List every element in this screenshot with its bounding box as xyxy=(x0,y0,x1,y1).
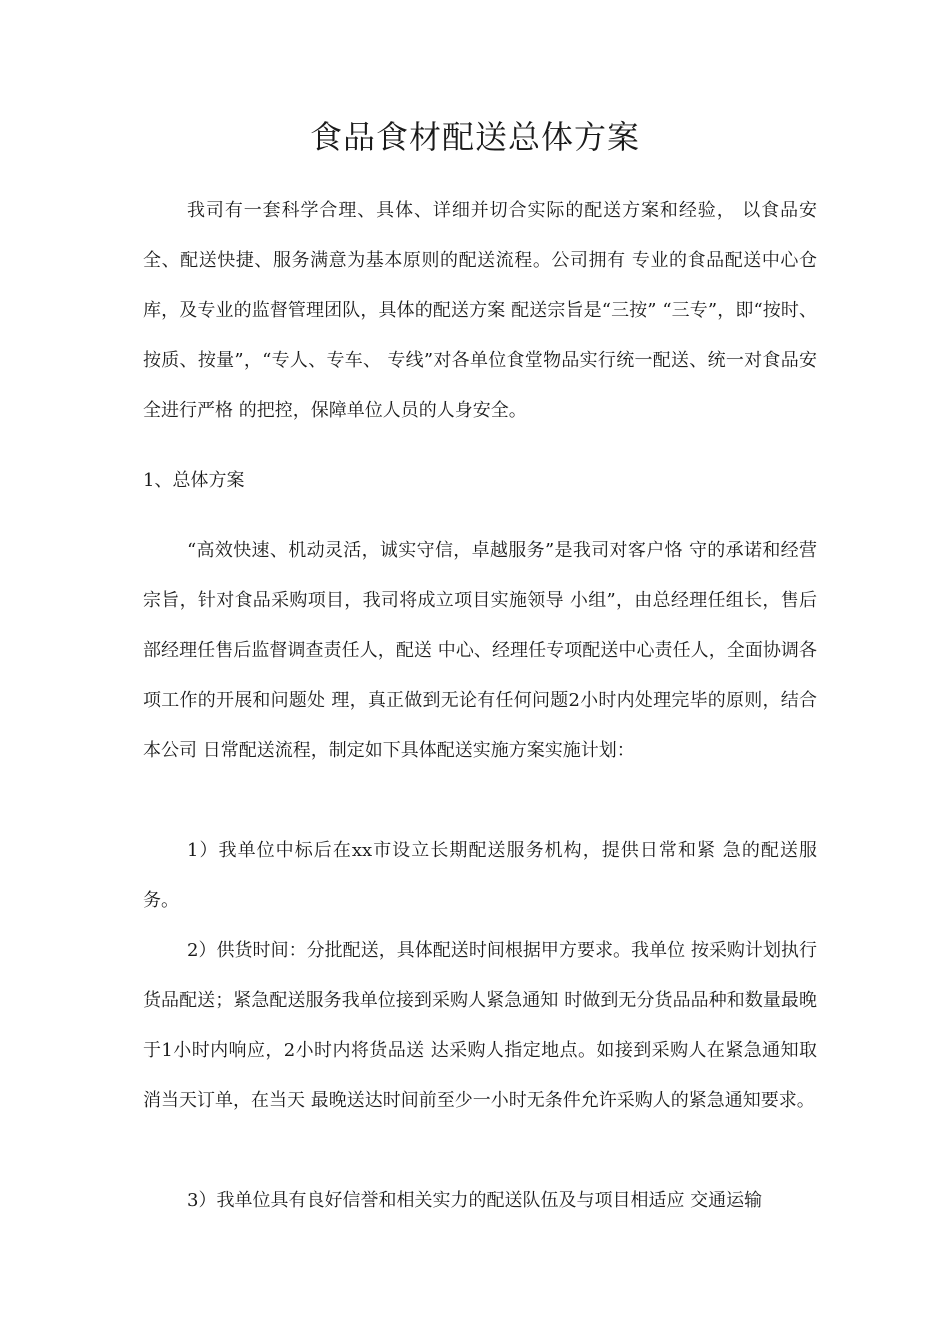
list-item-1: 1）我单位中标后在xx市设立长期配送服务机构，提供日常和紧 急的配送服务。 xyxy=(143,840,817,911)
section-paragraph: “高效快速、机动灵活，诚实守信，卓越服务”是我司对客户恪 守的承诺和经营宗旨，针对食品采购项目，我司将成立项目实施领导 小组”，由总经理任组长，售后部经理任售后监督调查责任人，配送 中心、经理任专项配送中心责任人，全面协调各项工作的开展和问题处 理，真正做到无论有任何问题2小时内处理完毕的原则，结合本公司 日常配送流程，制定如下具体配送实施方案实施计划： xyxy=(143,540,817,761)
intro-paragraph: 我司有一套科学合理、具体、详细并切合实际的配送方案和经验， 以食品安全、配送快捷、服务满意为基本原则的配送流程。公司拥有 专业的食品配送中心仓库，及专业的监督管理团队，具体的配送方案 配送宗旨是“三按” “三专”，即“按时、按质、按量”，“专人、专车、 专线”对各单位食堂物品实行统一配送、统一对食品安全进行严格 的把控，保障单位人员的人身安全。 xyxy=(143,200,817,421)
list-item-3: 3）我单位具有良好信誉和相关实力的配送队伍及与项目相适应 交通运输 xyxy=(187,1190,763,1211)
document-title: 食品食材配送总体方案 xyxy=(309,118,640,156)
list-item-2: 2）供货时间：分批配送，具体配送时间根据甲方要求。我单位 按采购计划执行货品配送；紧急配送服务我单位接到采购人紧急通知 时做到无分货品品种和数量最晚于1小时内响应，2小时内将货品送 达采购人指定地点。如接到采购人在紧急通知取消当天订单，在当天 最晚送达时间前至少一小时无条件允许采购人的紧急通知要求。 xyxy=(143,940,817,1111)
section-heading: 1、总体方案 xyxy=(143,470,245,491)
